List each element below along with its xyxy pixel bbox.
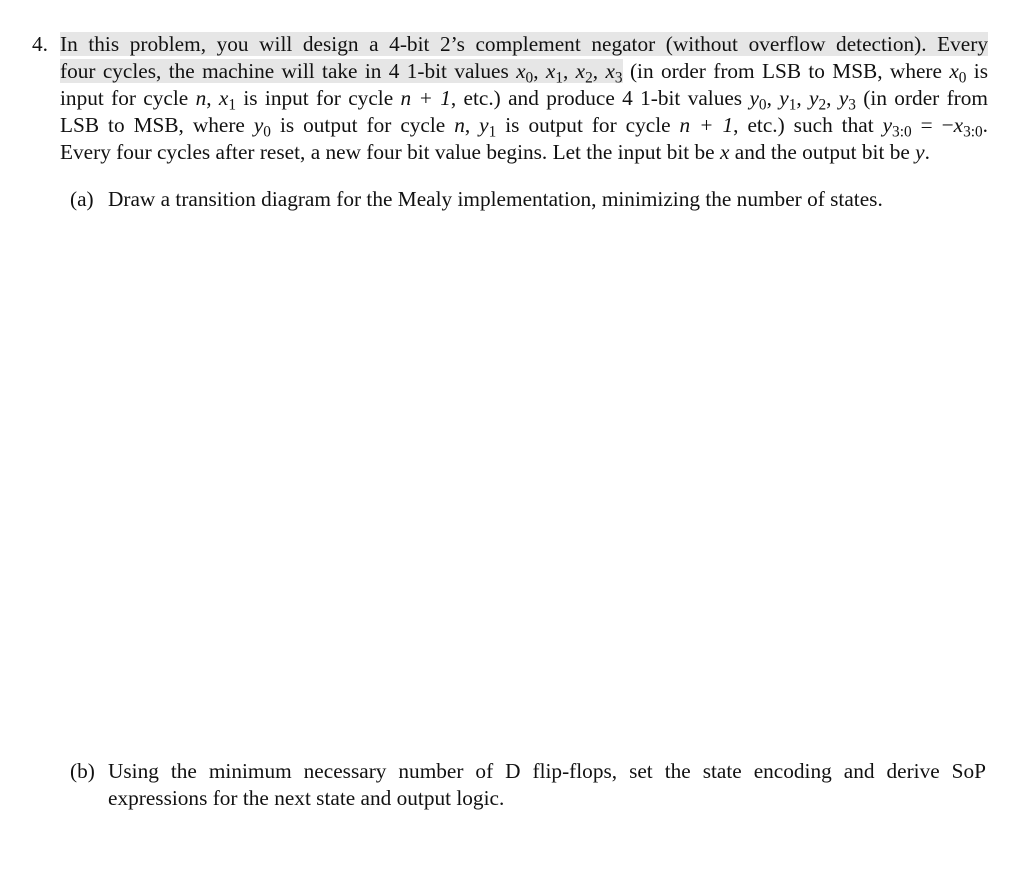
math-n: n [454,113,465,137]
math-x30: $x_{3:0}$ [953,113,983,141]
part-a-text: Draw a transition diagram for the Mealy implementation, minimizing the number of states. [108,187,883,211]
statement-line-3: input for cycle n, $x_1$ is input for cycle n + 1, etc.) and produce 4 1-bit values $y_0$, $y_1$, $y_2$, $y_3$ (in order from [60,86,988,114]
problem-number: 4. [32,32,48,56]
highlighted-text: In this problem, you will design a 4-bit 2’s complement negator (without overflow detection). Every [60,32,988,56]
math-x2: $x_2$ [575,59,593,87]
math-y1: $y_1$ [779,86,797,114]
math-y: y [915,140,925,164]
part-a-label: (a) [70,187,94,211]
text-fragment: is input for cycle [236,86,401,110]
text-fragment: , etc.) such that [733,113,883,137]
text-fragment: . [982,113,988,137]
math-n-plus-1: n + 1 [400,86,451,110]
part-b-line-1: Using the minimum necessary number of D flip-flops, set the state encoding and derive SoP [108,759,986,783]
text-fragment: Every four cycles after reset, a new four bit value begins. Let the input bit be [60,140,720,164]
math-x3: $x_3$ [605,59,623,87]
text-fragment: . [924,140,930,164]
math-y0: $y_0$ [749,86,767,114]
statement-line-1 [60,31,988,58]
text-fragment: and the output bit be [729,140,916,164]
math-y3: $y_3$ [838,86,856,114]
text-fragment: input for cycle [60,86,196,110]
text-fragment: four cycles, the machine will take in 4 1-bit values [60,59,517,83]
math-x0: $x_0$ [516,59,534,87]
text-fragment: (in order from [855,86,988,110]
statement-line-4: LSB to MSB, where $y_0$ is output for cycle n, $y_1$ is output for cycle n + 1, etc.) such that $y_{3:0} = -x_{3:0}$. [60,113,988,141]
text-fragment: , etc.) and produce 4 1-bit values [450,86,750,110]
math-x: x [719,140,730,164]
text-fragment: (in order from LSB to MSB, where [622,59,950,83]
math-x1: $x_1$ [545,59,563,87]
math-n: n [195,86,207,110]
math-y2: $y_2$ [809,86,827,114]
text-fragment: LSB to MSB, where [60,113,254,137]
math-x0: $x_0$ [949,59,967,87]
text-fragment: is output for cycle [496,113,680,137]
math-x1: $x_1$ [218,86,237,114]
math-y30: $y_{3:0}$ [882,113,912,141]
part-b-line-2: expressions for the next state and output logic. [108,786,505,810]
problem-statement [60,31,988,166]
part-b-label: (b) [70,759,95,783]
statement-line-5 [60,139,988,166]
text-fragment: is output for cycle [270,113,455,137]
part-b-text [108,758,986,812]
math-equals-negative: = − [911,113,954,137]
math-y0: $y_0$ [253,113,271,141]
math-n-plus-1: n + 1 [679,113,734,137]
text-fragment: is [966,59,988,83]
math-y1: $y_1$ [479,113,497,141]
highlighted-text: four cycles, the machine will take in 4 1-bit values $x_0$, $x_1$, $x_2$, $x_3$ [60,59,623,87]
statement-line-2 [60,58,988,85]
